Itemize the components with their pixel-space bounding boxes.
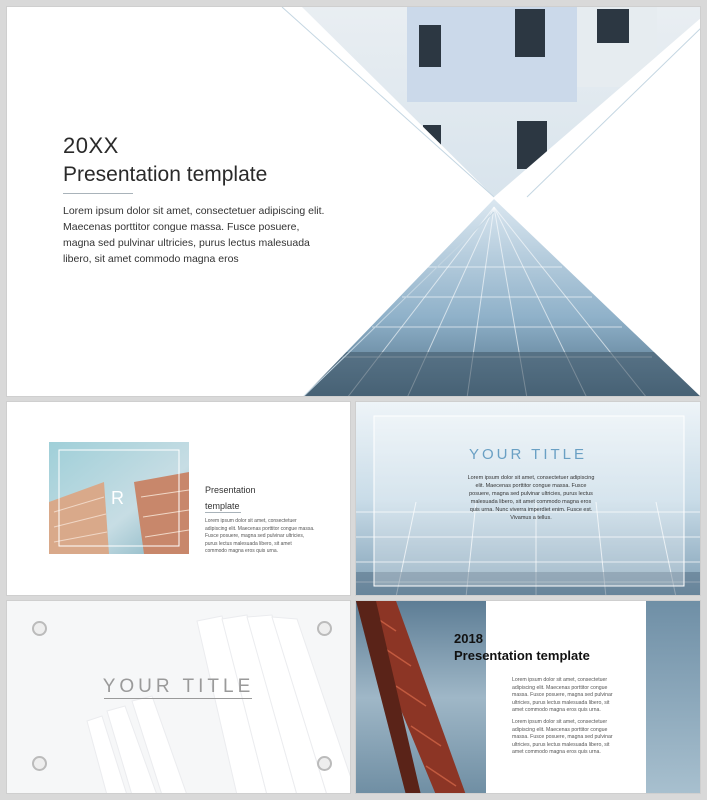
slide1-year: 20XX <box>63 133 119 158</box>
slide-thumbnail-4[interactable] <box>6 600 351 794</box>
slide-thumbnail-3[interactable] <box>355 401 701 596</box>
slide-thumbnail-1[interactable] <box>6 6 701 397</box>
slide2-title: Presentation template <box>205 485 256 511</box>
slide5-body-text-1: Lorem ipsum dolor sit amet, consectetuer adipiscing elit. Maecenas porttitor congue massa. Fusce posuere, magna sed pulvinar ultricies, purus lectus malesuada libero, sit amet commodo magna eros quis urna. <box>512 677 613 713</box>
slide5-body-text-2: Lorem ipsum dolor sit amet, consectetuer adipiscing elit. Maecenas porttitor congue massa. Fusce posuere, magna sed pulvinar ultricies, purus lectus malesuada libero, sit amet commodo magna eros quis urna. <box>512 719 613 755</box>
corner-circle-bottom-right <box>317 756 332 771</box>
photo-letter: R <box>111 488 124 508</box>
building-photo-collage <box>7 7 701 397</box>
slide4-title: YOUR TITLE <box>102 676 255 697</box>
bridge-photo <box>356 601 486 794</box>
slide3-title: YOUR TITLE <box>468 446 588 463</box>
slide-thumbnail-2[interactable] <box>6 401 351 596</box>
corner-circle-top-right <box>317 621 332 636</box>
slide2-body-text: Lorem ipsum dolor sit amet, consectetuer adipiscing elit. Maecenas porttitor congue massa. Fusce posuere, magna sed pulvinar ultricies, purus lectus malesuada libero, sit amet commodo magna eros quis urna. <box>205 518 315 554</box>
skyscraper-photo <box>49 442 189 554</box>
slide5-title: Presentation template <box>454 648 590 663</box>
right-photo-strip <box>646 601 701 794</box>
slide1-title: Presentation template <box>63 163 268 186</box>
slide4-underline <box>104 698 252 699</box>
slide5-year: 2018 <box>454 631 483 646</box>
corner-circle-top-left <box>32 621 47 636</box>
slide1-body-text: Lorem ipsum dolor sit amet, consectetuer adipiscing elit. Maecenas porttitor congue massa. Fusce posuere, magna sed pulvinar ultricies, purus lectus malesuada libero, sit amet commodo magna eros <box>63 205 325 265</box>
slide2-divider <box>205 512 241 513</box>
slide1-divider <box>63 193 133 194</box>
slide3-body-text: Lorem ipsum dolor sit amet, consectetuer adipiscing elit. Maecenas porttitor congue massa. Fusce posuere, magna sed pulvinar ultricies, purus lectus malesuada libero, sit amet commodo magna eros quis urna. Nunc viverra imperdiet enim. Fusce est. Vivamus a tellus. <box>467 475 595 521</box>
corner-circle-bottom-left <box>32 756 47 771</box>
slide-thumbnail-5[interactable] <box>355 600 701 794</box>
